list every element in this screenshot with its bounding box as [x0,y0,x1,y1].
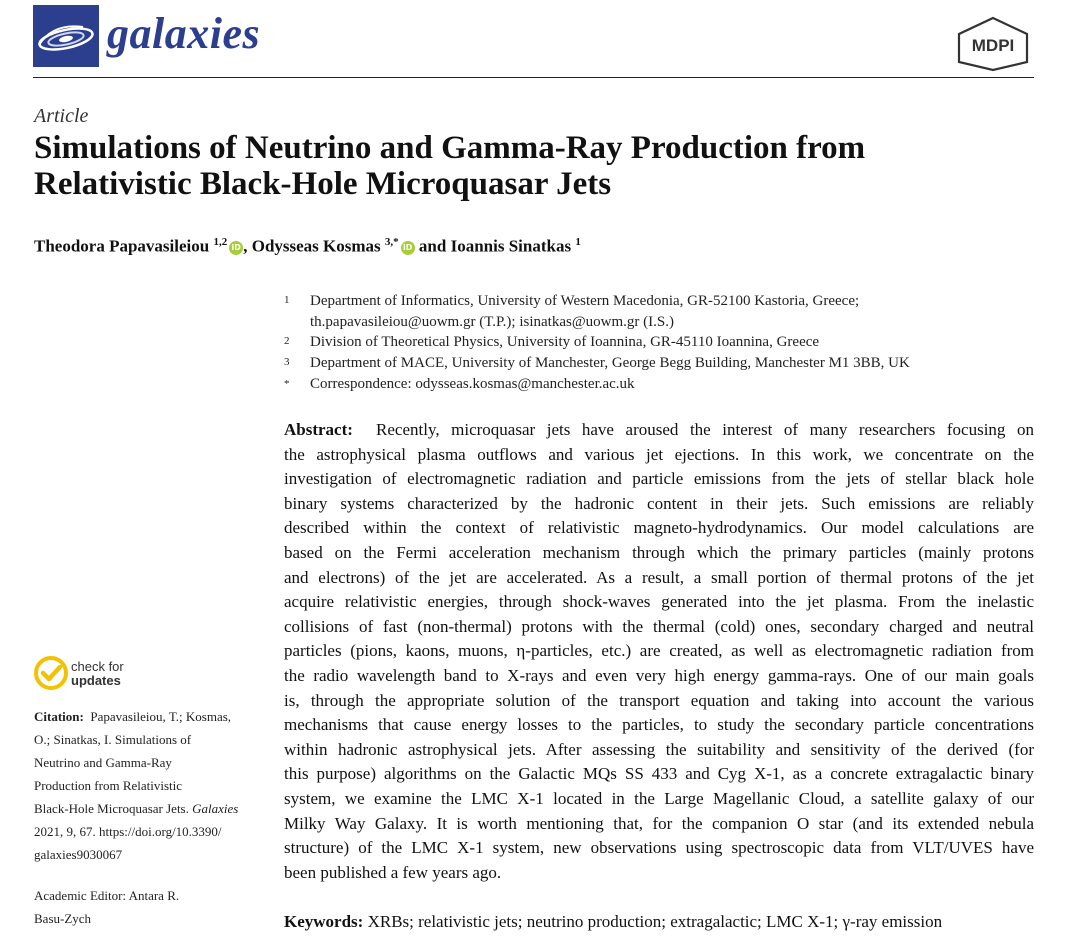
affiliation-line: Department of Informatics, University of Western Macedonia, GR-52100 Kastoria, Greece; [310,293,860,309]
abstract [284,418,1034,885]
author-affiliation-sup: 1,2 [213,236,228,248]
affiliation-line[interactable]: th.papavasileiou@uowm.gr (T.P.); isinatkas@uowm.gr (I.S.) [310,314,674,330]
header-divider [33,77,1034,78]
citation-journal: Galaxies [192,801,239,816]
check-updates-text[interactable]: check for [71,659,124,674]
abstract-line: binary systems characterized by the hadronic content in their jets. Such emissions are reliably [284,493,1034,513]
editor-line: Basu-Zych [34,911,92,926]
affiliation-mark: * [284,378,290,390]
check-for-updates-icon[interactable] [34,656,68,690]
abstract-line: been published a few years ago. [284,862,502,882]
author-affiliation-sup: 3,* [384,236,399,248]
abstract-line: Abstract: Recently, microquasar jets have aroused the interest of many researchers focusing on [284,420,1034,439]
abstract-line: collisions of fast (non-thermal) protons with the thermal (cold) ones, secondary charged and neutral [284,616,1034,636]
author-name[interactable]: Odysseas Kosmas [251,236,381,256]
citation-doi[interactable]: galaxies9030067 [34,847,123,862]
citation-line: O.; Sinatkas, I. Simulations of [34,732,192,747]
editor-line: Academic Editor: Antara R. [34,888,180,903]
title-line: Simulations of Neutrino and Gamma-Ray Production from [34,130,866,166]
affiliation-line: Division of Theoretical Physics, University of Ioannina, GR-45110 Ioannina, Greece [310,334,820,350]
academic-editor [34,884,259,930]
citation-block [34,705,259,866]
title-line: Relativistic Black-Hole Microquasar Jets [34,166,612,202]
abstract-line: based on the Fermi acceleration mechanism through which the primary particles (mainly protons [284,542,1034,562]
author-affiliation-sup: 1 [575,236,581,248]
abstract-line: particles (pions, kaons, muons, η-particles, etc.) are created, as well as electromagnetic radiation from [284,641,1034,661]
abstract-line: acquire relativistic energies, through shock-waves generated into the jet plasma. From the inelastic [284,592,1034,612]
abstract-line: and electrons) of the jet are accelerated. As a result, a small portion of thermal protons of the jet [284,567,1034,587]
author-separator: , [243,236,252,256]
abstract-line: within hadronic astrophysical jets. After assessing the suitability and sensitivity of the derived (for [284,739,1034,759]
author-name[interactable]: Ioannis Sinatkas [450,236,572,256]
mdpi-logo [953,16,1033,72]
keywords [284,912,942,932]
abstract-line: this purpose) algorithms on the Galactic MQs SS 433 and Cyg X-1, as a concrete extragalactic binary [284,764,1034,784]
journal-name: galaxies [107,9,261,58]
abstract-line: the radio wavelength band to X-rays and even very high energy gamma-rays. One of our main goals [284,665,1034,685]
abstract-label: Abstract: [284,420,353,439]
publisher-name: MDPI [971,36,1015,55]
abstract-line: described within the context of relativistic magneto-hydrodynamics. Our model calculations are [284,518,1034,538]
citation-line: Black-Hole Microquasar Jets. Galaxies [34,801,239,816]
abstract-line: mechanisms that cause energy losses to the particles, to study the secondary particle concentrations [284,715,1034,735]
galaxy-spiral-icon [33,5,99,67]
affiliation-mark: 3 [284,356,290,368]
correspondence-line[interactable]: Correspondence: odysseas.kosmas@manchester.ac.uk [310,376,635,392]
journal-logo [33,5,99,67]
keywords-text: XRBs; relativistic jets; neutrino production; extragalactic; LMC X-1; γ-ray emission [367,912,943,931]
affiliation-line: Department of MACE, University of Manchester, George Begg Building, Manchester M1 3BB, UK [310,355,910,371]
citation-line[interactable]: 2021, 9, 67. https://doi.org/10.3390/ [34,824,222,839]
affiliation-mark: 2 [284,335,290,347]
abstract-line: is, through the appropriate solution of the transport equation and taking into account the various [284,690,1034,710]
orcid-icon[interactable]: iD [229,241,243,255]
abstract-line: system, we examine the LMC X-1 located in the Large Magellanic Cloud, a satellite galaxy of our [284,788,1034,808]
abstract-line: the astrophysical plasma outflows and various jet ejections. In this work, we concentrate on the [284,444,1034,464]
citation-line: Production from Relativistic [34,778,183,793]
article-type: Article [34,105,89,127]
affiliation-mark: 1 [284,294,290,306]
keywords-label: Keywords: [284,912,364,931]
author-name[interactable]: Theodora Papavasileiou [34,236,210,256]
orcid-icon[interactable]: iD [401,241,415,255]
citation-line: Neutrino and Gamma-Ray [34,755,172,770]
article-title [34,130,1034,202]
author-separator: and [414,236,451,256]
citation-line: Citation: Papavasileiou, T.; Kosmas, [34,709,232,724]
check-updates-text[interactable]: updates [71,673,121,688]
abstract-line: Milky Way Galaxy. It is worth mentioning that, for the companion O star (and its extended nebula [284,813,1034,833]
abstract-line: investigation of electromagnetic radiation and particle emissions from the jets of stellar black hole [284,469,1034,489]
abstract-line: structure) of the LMC X-1 system, new observations using spectroscopic data from VLT/UVES have [284,838,1034,858]
author-list [34,236,581,257]
citation-label: Citation: [34,709,84,724]
